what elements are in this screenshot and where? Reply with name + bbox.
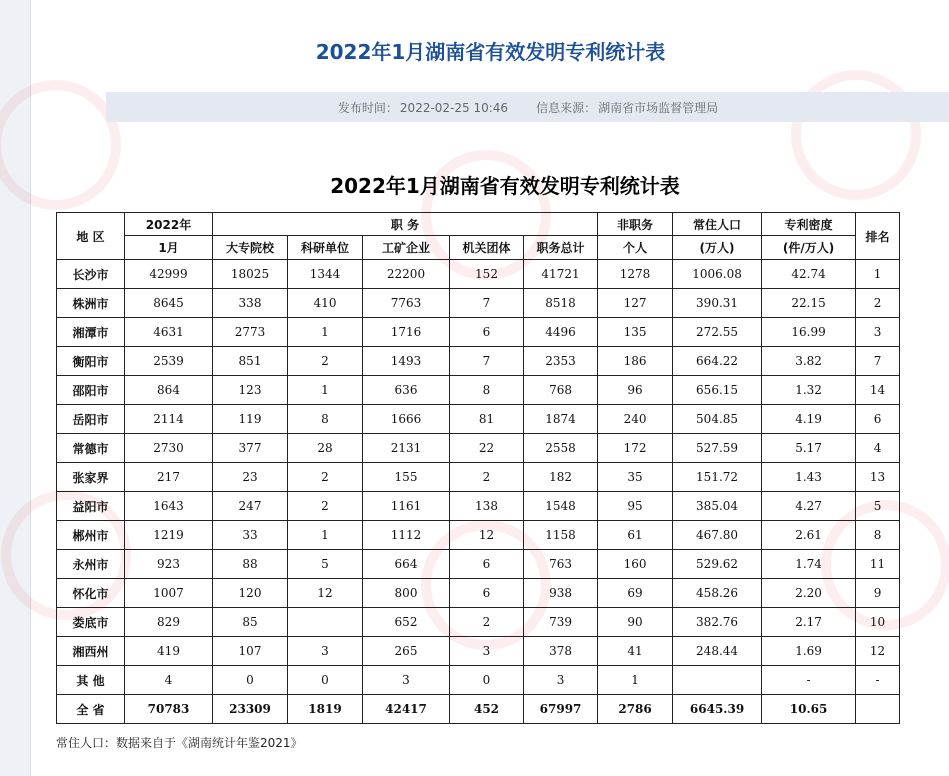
cell-population: 6645.39 xyxy=(673,695,762,724)
table-total-row xyxy=(57,695,900,724)
cell-rank: 9 xyxy=(856,579,900,608)
source-name: 湖南省市场监督管理局 xyxy=(598,100,719,115)
cell-duty-total: 1548 xyxy=(524,492,598,521)
cell-rank xyxy=(856,695,900,724)
header-colleges: 大专院校 xyxy=(213,236,288,260)
header-density-line2: (件/万人) xyxy=(762,236,856,260)
cell-colleges: 2773 xyxy=(213,318,288,347)
cell-institutions: 138 xyxy=(450,492,524,521)
table-header-row xyxy=(57,213,900,236)
cell-rank: 13 xyxy=(856,463,900,492)
cell-nonduty: 186 xyxy=(598,347,673,376)
cell-population: 248.44 xyxy=(673,637,762,666)
cell-enterprises: 2131 xyxy=(363,434,450,463)
cell-colleges: 85 xyxy=(213,608,288,637)
cell-research: 1344 xyxy=(288,260,363,289)
cell-institutions: 2 xyxy=(450,608,524,637)
header-nonduty-line1: 非职务 xyxy=(598,213,673,236)
cell-population: 390.31 xyxy=(673,289,762,318)
cell-density: 4.19 xyxy=(762,405,856,434)
cell-density: 5.17 xyxy=(762,434,856,463)
cell-total: 1007 xyxy=(125,579,213,608)
cell-colleges: 23 xyxy=(213,463,288,492)
cell-institutions: 12 xyxy=(450,521,524,550)
publish-info xyxy=(338,99,508,116)
cell-colleges: 107 xyxy=(213,637,288,666)
cell-duty-total: 2558 xyxy=(524,434,598,463)
cell-duty-total: 3 xyxy=(524,666,598,695)
cell-colleges: 0 xyxy=(213,666,288,695)
table-row xyxy=(57,289,900,318)
cell-region: 岳阳市 xyxy=(57,405,125,434)
cell-enterprises: 800 xyxy=(363,579,450,608)
table-row xyxy=(57,260,900,289)
cell-nonduty: 127 xyxy=(598,289,673,318)
cell-colleges: 33 xyxy=(213,521,288,550)
cell-institutions: 152 xyxy=(450,260,524,289)
cell-research: 1 xyxy=(288,318,363,347)
cell-research: 2 xyxy=(288,347,363,376)
cell-region: 湘潭市 xyxy=(57,318,125,347)
header-duty-total: 职务总计 xyxy=(524,236,598,260)
cell-region: 郴州市 xyxy=(57,521,125,550)
cell-total: 829 xyxy=(125,608,213,637)
header-institutions: 机关团体 xyxy=(450,236,524,260)
cell-colleges: 120 xyxy=(213,579,288,608)
table-row xyxy=(57,376,900,405)
cell-density: 2.20 xyxy=(762,579,856,608)
cell-region: 常德市 xyxy=(57,434,125,463)
cell-nonduty: 35 xyxy=(598,463,673,492)
cell-total: 2114 xyxy=(125,405,213,434)
table-row xyxy=(57,579,900,608)
cell-institutions: 6 xyxy=(450,318,524,347)
cell-population: 272.55 xyxy=(673,318,762,347)
cell-nonduty: 172 xyxy=(598,434,673,463)
cell-rank: 6 xyxy=(856,405,900,434)
cell-enterprises: 22200 xyxy=(363,260,450,289)
cell-research: 1 xyxy=(288,521,363,550)
cell-population: 385.04 xyxy=(673,492,762,521)
cell-rank: 12 xyxy=(856,637,900,666)
cell-duty-total: 8518 xyxy=(524,289,598,318)
cell-research: 8 xyxy=(288,405,363,434)
cell-population: 458.26 xyxy=(673,579,762,608)
cell-total: 2730 xyxy=(125,434,213,463)
cell-region: 益阳市 xyxy=(57,492,125,521)
cell-duty-total: 41721 xyxy=(524,260,598,289)
cell-duty-total: 1874 xyxy=(524,405,598,434)
cell-nonduty: 61 xyxy=(598,521,673,550)
table-row xyxy=(57,521,900,550)
cell-research: 28 xyxy=(288,434,363,463)
table-row xyxy=(57,405,900,434)
cell-research: 2 xyxy=(288,492,363,521)
cell-duty-total: 763 xyxy=(524,550,598,579)
patent-statistics-table xyxy=(56,212,900,724)
cell-density: 1.69 xyxy=(762,637,856,666)
cell-total: 864 xyxy=(125,376,213,405)
cell-region: 邵阳市 xyxy=(57,376,125,405)
table-row xyxy=(57,666,900,695)
cell-institutions: 22 xyxy=(450,434,524,463)
cell-colleges: 247 xyxy=(213,492,288,521)
cell-research xyxy=(288,608,363,637)
cell-nonduty: 240 xyxy=(598,405,673,434)
header-population-line1: 常住人口 xyxy=(673,213,762,236)
cell-population: 151.72 xyxy=(673,463,762,492)
cell-rank: 4 xyxy=(856,434,900,463)
cell-colleges: 123 xyxy=(213,376,288,405)
cell-colleges: 119 xyxy=(213,405,288,434)
table-header-row xyxy=(57,236,900,260)
cell-institutions: 7 xyxy=(450,347,524,376)
cell-population: 664.22 xyxy=(673,347,762,376)
table-row xyxy=(57,608,900,637)
cell-total: 2539 xyxy=(125,347,213,376)
cell-research: 0 xyxy=(288,666,363,695)
cell-enterprises: 1112 xyxy=(363,521,450,550)
cell-nonduty: 95 xyxy=(598,492,673,521)
cell-density: 2.17 xyxy=(762,608,856,637)
cell-institutions: 2 xyxy=(450,463,524,492)
table-row xyxy=(57,318,900,347)
cell-nonduty: 69 xyxy=(598,579,673,608)
cell-research: 1 xyxy=(288,376,363,405)
cell-density: 10.65 xyxy=(762,695,856,724)
cell-colleges: 88 xyxy=(213,550,288,579)
cell-region: 全 省 xyxy=(57,695,125,724)
cell-research: 410 xyxy=(288,289,363,318)
cell-research: 5 xyxy=(288,550,363,579)
header-rank: 排名 xyxy=(856,213,900,260)
cell-enterprises: 1161 xyxy=(363,492,450,521)
document-title: 2022年1月湖南省有效发明专利统计表 xyxy=(330,174,680,198)
cell-rank: - xyxy=(856,666,900,695)
cell-duty-total: 378 xyxy=(524,637,598,666)
cell-enterprises: 3 xyxy=(363,666,450,695)
publish-time-label: 发布时间： xyxy=(337,100,398,115)
cell-total: 8645 xyxy=(125,289,213,318)
table-row xyxy=(57,434,900,463)
cell-region: 其 他 xyxy=(57,666,125,695)
cell-duty-total: 2353 xyxy=(524,347,598,376)
cell-enterprises: 155 xyxy=(363,463,450,492)
cell-nonduty: 90 xyxy=(598,608,673,637)
table-row xyxy=(57,347,900,376)
cell-region: 湘西州 xyxy=(57,637,125,666)
cell-nonduty: 135 xyxy=(598,318,673,347)
cell-enterprises: 652 xyxy=(363,608,450,637)
cell-total: 70783 xyxy=(125,695,213,724)
cell-rank: 1 xyxy=(856,260,900,289)
cell-population: 1006.08 xyxy=(673,260,762,289)
cell-enterprises: 265 xyxy=(363,637,450,666)
cell-colleges: 338 xyxy=(213,289,288,318)
source-info xyxy=(536,99,718,116)
cell-institutions: 6 xyxy=(450,579,524,608)
cell-research: 12 xyxy=(288,579,363,608)
article-meta-bar xyxy=(106,92,949,122)
header-total-2022-line2: 1月 xyxy=(125,236,213,260)
cell-density: 3.82 xyxy=(762,347,856,376)
cell-enterprises: 42417 xyxy=(363,695,450,724)
cell-enterprises: 7763 xyxy=(363,289,450,318)
cell-rank: 10 xyxy=(856,608,900,637)
publish-time: 2022-02-25 10:46 xyxy=(399,100,509,115)
cell-duty-total: 739 xyxy=(524,608,598,637)
cell-population: 656.15 xyxy=(673,376,762,405)
cell-total: 419 xyxy=(125,637,213,666)
cell-density: 2.61 xyxy=(762,521,856,550)
page-title: 2022年1月湖南省有效发明专利统计表 xyxy=(315,40,666,64)
table-row xyxy=(57,550,900,579)
cell-density: - xyxy=(762,666,856,695)
cell-duty-total: 182 xyxy=(524,463,598,492)
cell-rank: 11 xyxy=(856,550,900,579)
cell-density: 1.74 xyxy=(762,550,856,579)
cell-colleges: 377 xyxy=(213,434,288,463)
cell-rank: 3 xyxy=(856,318,900,347)
cell-institutions: 8 xyxy=(450,376,524,405)
cell-density: 16.99 xyxy=(762,318,856,347)
cell-total: 4631 xyxy=(125,318,213,347)
cell-nonduty: 41 xyxy=(598,637,673,666)
cell-duty-total: 4496 xyxy=(524,318,598,347)
cell-duty-total: 1158 xyxy=(524,521,598,550)
header-enterprises: 工矿企业 xyxy=(363,236,450,260)
header-density-line1: 专利密度 xyxy=(762,213,856,236)
cell-nonduty: 160 xyxy=(598,550,673,579)
cell-institutions: 452 xyxy=(450,695,524,724)
header-population-line2: (万人) xyxy=(673,236,762,260)
cell-region: 株洲市 xyxy=(57,289,125,318)
cell-density: 42.74 xyxy=(762,260,856,289)
header-research: 科研单位 xyxy=(288,236,363,260)
header-nonduty-line2: 个人 xyxy=(598,236,673,260)
source-label: 信息来源： xyxy=(536,100,597,115)
cell-region: 永州市 xyxy=(57,550,125,579)
cell-population xyxy=(673,666,762,695)
cell-population: 382.76 xyxy=(673,608,762,637)
cell-colleges: 18025 xyxy=(213,260,288,289)
cell-population: 527.59 xyxy=(673,434,762,463)
cell-enterprises: 1666 xyxy=(363,405,450,434)
cell-rank: 2 xyxy=(856,289,900,318)
cell-rank: 8 xyxy=(856,521,900,550)
cell-population: 467.80 xyxy=(673,521,762,550)
table-row xyxy=(57,637,900,666)
cell-total: 42999 xyxy=(125,260,213,289)
cell-enterprises: 1716 xyxy=(363,318,450,347)
cell-rank: 5 xyxy=(856,492,900,521)
cell-duty-total: 938 xyxy=(524,579,598,608)
cell-institutions: 7 xyxy=(450,289,524,318)
cell-density: 1.32 xyxy=(762,376,856,405)
cell-rank: 14 xyxy=(856,376,900,405)
cell-enterprises: 636 xyxy=(363,376,450,405)
cell-total: 1643 xyxy=(125,492,213,521)
cell-research: 3 xyxy=(288,637,363,666)
cell-region: 长沙市 xyxy=(57,260,125,289)
cell-total: 1219 xyxy=(125,521,213,550)
cell-nonduty: 2786 xyxy=(598,695,673,724)
cell-research: 2 xyxy=(288,463,363,492)
cell-duty-total: 67997 xyxy=(524,695,598,724)
cell-region: 衡阳市 xyxy=(57,347,125,376)
cell-nonduty: 1278 xyxy=(598,260,673,289)
cell-research: 1819 xyxy=(288,695,363,724)
cell-institutions: 3 xyxy=(450,637,524,666)
header-duty-group: 职 务 xyxy=(213,213,598,236)
cell-duty-total: 768 xyxy=(524,376,598,405)
cell-colleges: 23309 xyxy=(213,695,288,724)
watermark-seal-icon xyxy=(0,54,147,235)
cell-population: 504.85 xyxy=(673,405,762,434)
header-total-2022-line1: 2022年 xyxy=(125,213,213,236)
cell-colleges: 851 xyxy=(213,347,288,376)
cell-enterprises: 664 xyxy=(363,550,450,579)
header-region: 地 区 xyxy=(57,213,125,260)
cell-institutions: 6 xyxy=(450,550,524,579)
cell-rank: 7 xyxy=(856,347,900,376)
cell-total: 4 xyxy=(125,666,213,695)
cell-enterprises: 1493 xyxy=(363,347,450,376)
cell-density: 4.27 xyxy=(762,492,856,521)
cell-total: 217 xyxy=(125,463,213,492)
cell-region: 娄底市 xyxy=(57,608,125,637)
table-footnote: 常住人口：数据来自于《湖南统计年鉴2021》 xyxy=(56,736,303,750)
cell-population: 529.62 xyxy=(673,550,762,579)
cell-institutions: 0 xyxy=(450,666,524,695)
cell-nonduty: 1 xyxy=(598,666,673,695)
cell-density: 22.15 xyxy=(762,289,856,318)
cell-region: 张家界 xyxy=(57,463,125,492)
cell-nonduty: 96 xyxy=(598,376,673,405)
cell-total: 923 xyxy=(125,550,213,579)
cell-region: 怀化市 xyxy=(57,579,125,608)
table-row xyxy=(57,463,900,492)
table-row xyxy=(57,492,900,521)
cell-institutions: 81 xyxy=(450,405,524,434)
cell-density: 1.43 xyxy=(762,463,856,492)
